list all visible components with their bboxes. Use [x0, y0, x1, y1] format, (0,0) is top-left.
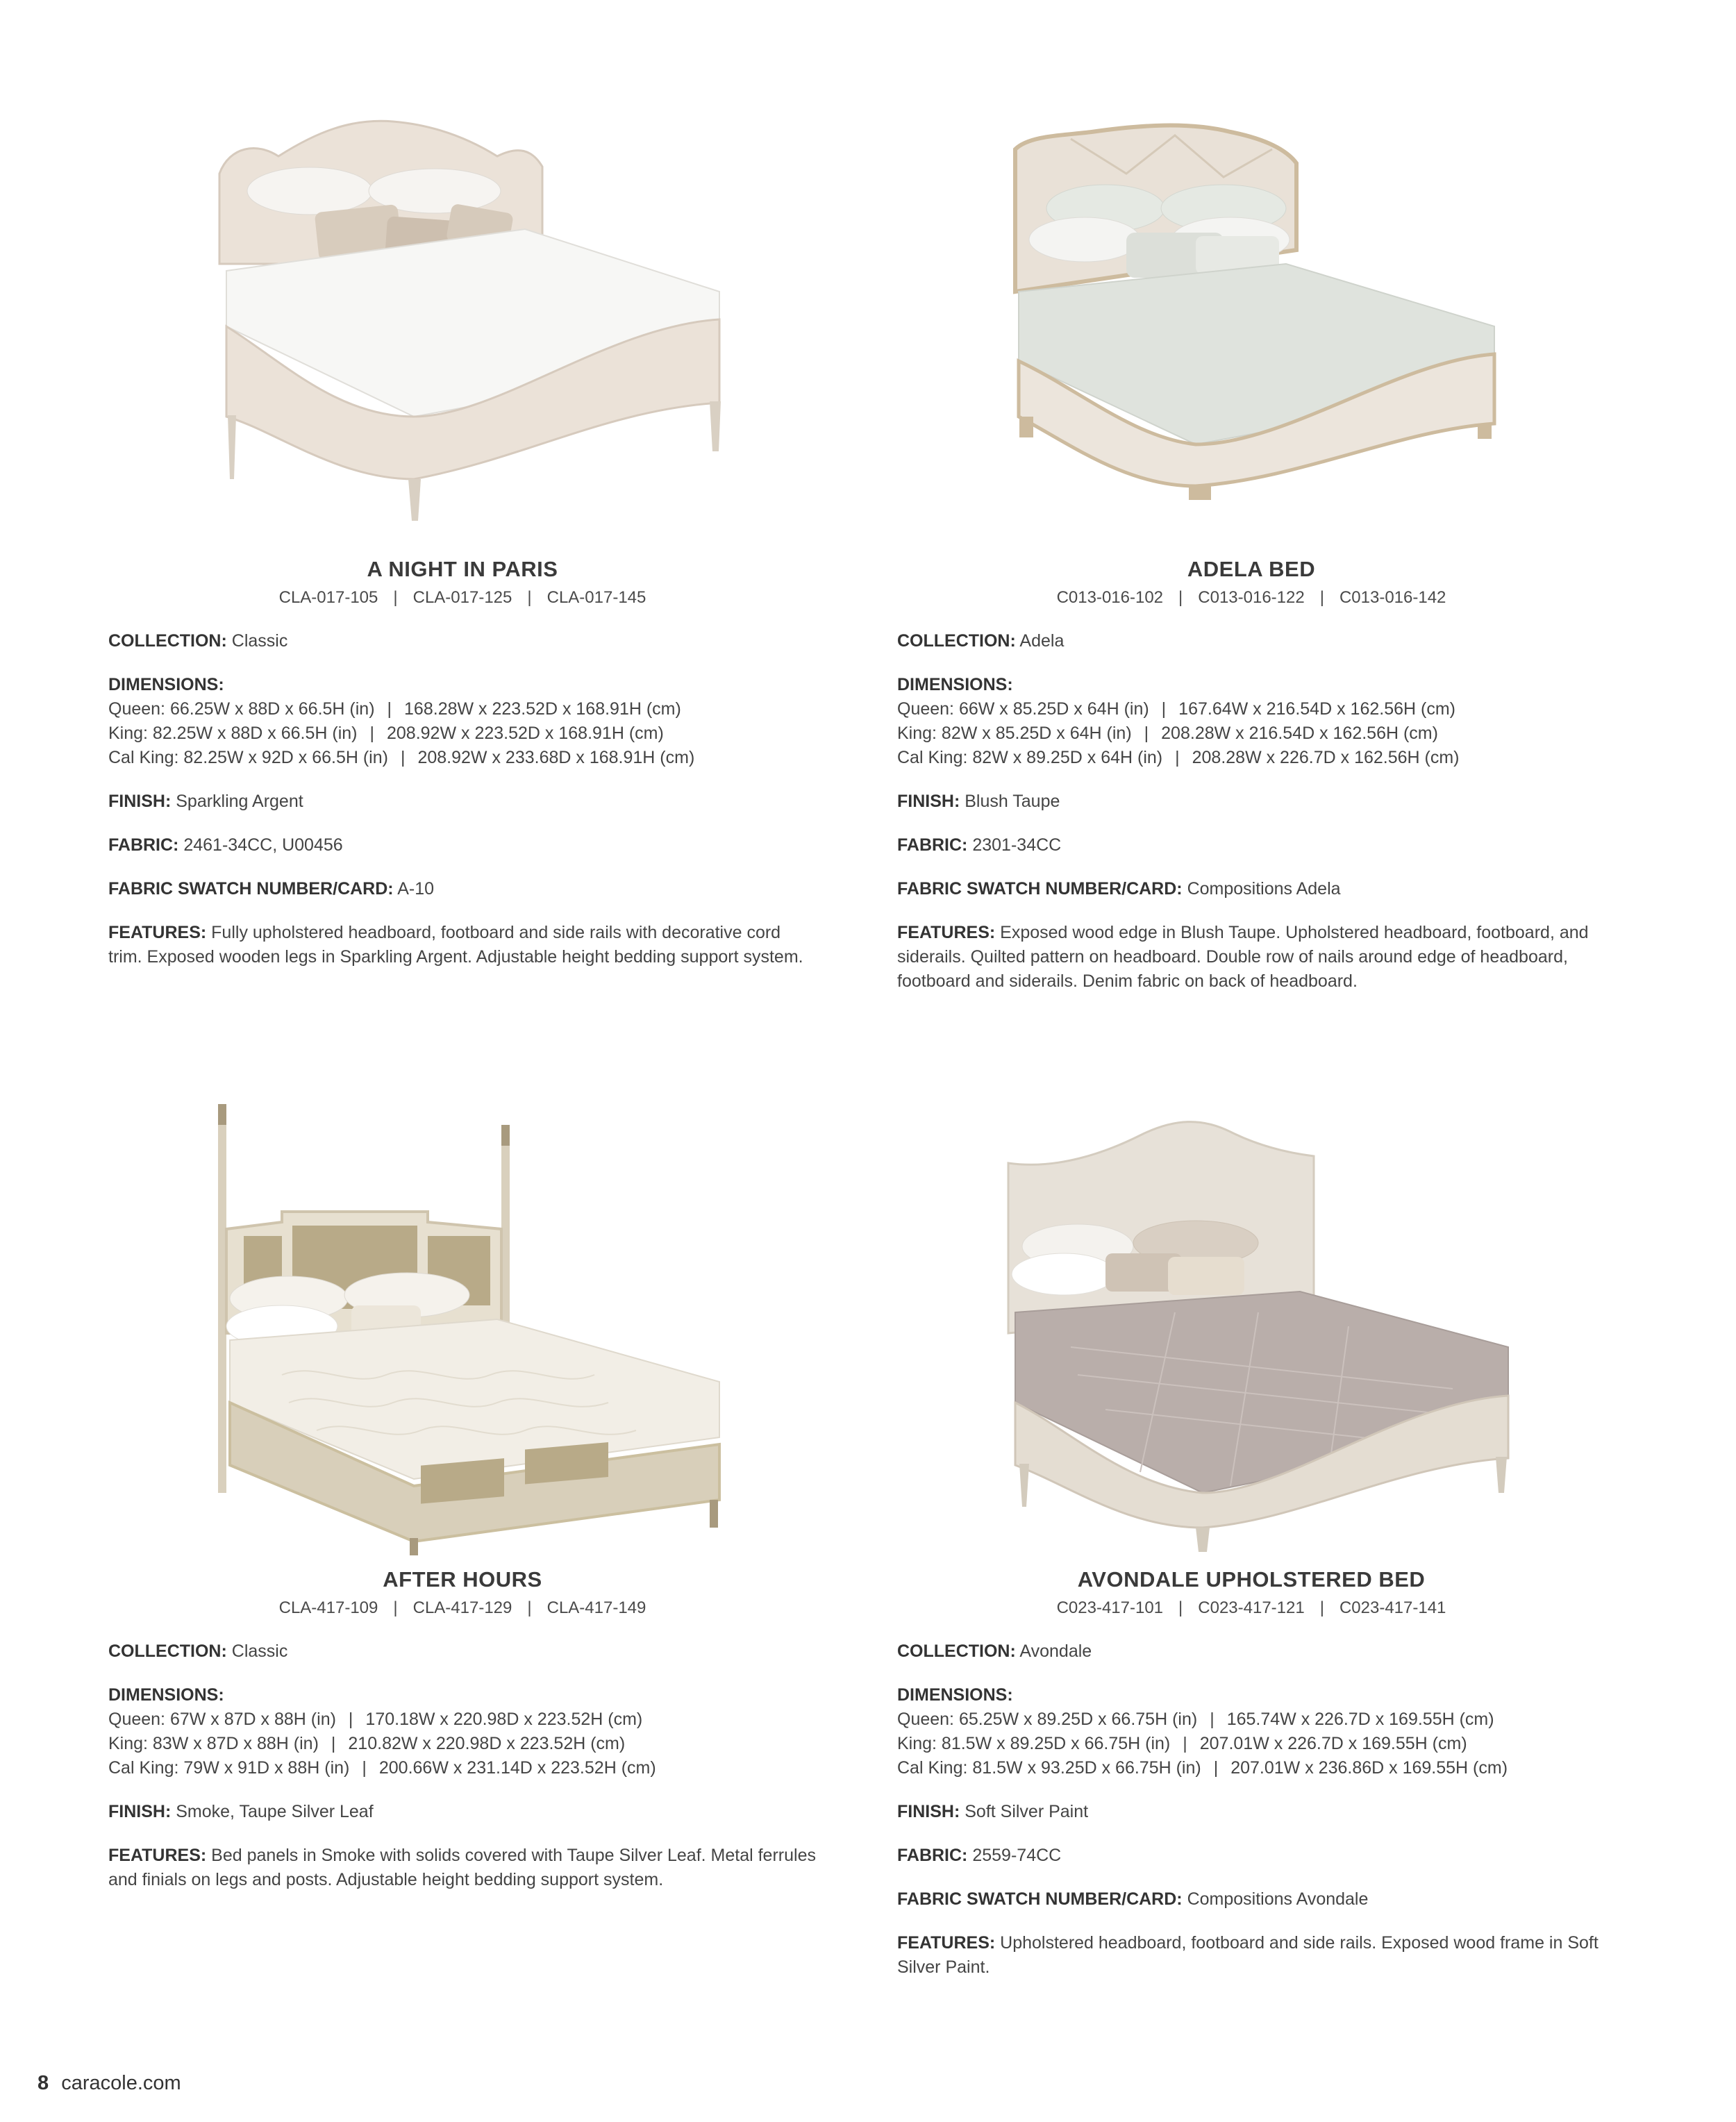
- sku: CLA-017-105: [278, 588, 378, 607]
- dimension-line: King: 82.25W x 88D x 66.5H (in) | 208.92W x 223.52D x 168.91H (cm): [108, 724, 664, 743]
- sku: C023-417-141: [1339, 1598, 1446, 1617]
- features-value: Exposed wood edge in Blush Taupe. Upholstered headboard, footboard, and siderails. Quilted pattern on headboard. Double row of nails around edge of headboard, footboard and siderails. Denim fabric on back of headboard.: [897, 923, 1589, 991]
- finish-row: [897, 1800, 1605, 1824]
- dimension-line: Queen: 66.25W x 88D x 66.5H (in) | 168.28W x 223.52D x 168.91H (cm): [108, 699, 681, 719]
- swatch-row: [897, 1887, 1605, 1912]
- product-image-avondale-upholstered-bed: [897, 1014, 1605, 1555]
- dimensions-row: [108, 1683, 817, 1780]
- product-name: A NIGHT IN PARIS: [367, 557, 558, 581]
- finish-label: FINISH:: [108, 1802, 172, 1821]
- fabric-value: 2301-34CC: [972, 835, 1062, 855]
- bed-illustration: [897, 1014, 1605, 1555]
- product-skus: C013-016-102 | C013-016-122 | C013-016-142: [1056, 588, 1446, 607]
- features-value: Fully upholstered headboard, footboard and side rails with decorative cord trim. Exposed wooden legs in Sparkling Argent. Adjustable height bedding support system.: [108, 923, 803, 967]
- swatch-label: FABRIC SWATCH NUMBER/CARD:: [897, 879, 1183, 899]
- features-label: FEATURES:: [897, 923, 996, 942]
- bed-illustration: [108, 0, 817, 542]
- collection-label: COLLECTION:: [897, 631, 1016, 651]
- collection-row: [108, 1639, 817, 1664]
- product-info: [897, 555, 1605, 994]
- finish-value: Sparkling Argent: [176, 792, 303, 811]
- features-value: Bed panels in Smoke with solids covered with Taupe Silver Leaf. Metal ferrules and finials on legs and posts. Adjustable height bedding support system.: [108, 1846, 816, 1889]
- product-skus: CLA-417-109 | CLA-417-129 | CLA-417-149: [278, 1598, 646, 1617]
- site-url: caracole.com: [61, 2072, 181, 2094]
- dimension-line: Cal King: 81.5W x 93.25D x 66.75H (in) | 207.01W x 236.86D x 169.55H (cm): [897, 1758, 1508, 1778]
- finish-value: Smoke, Taupe Silver Leaf: [176, 1802, 374, 1821]
- product-name: AFTER HOURS: [383, 1567, 542, 1591]
- product-info: [108, 1566, 817, 1892]
- dimension-line: Queen: 66W x 85.25D x 64H (in) | 167.64W x 216.54D x 162.56H (cm): [897, 699, 1455, 719]
- swatch-label: FABRIC SWATCH NUMBER/CARD:: [897, 1889, 1183, 1909]
- product-skus: C023-417-101 | C023-417-121 | C023-417-141: [1056, 1598, 1446, 1617]
- swatch-label: FABRIC SWATCH NUMBER/CARD:: [108, 879, 394, 899]
- sku: CLA-417-129: [412, 1598, 512, 1617]
- collection-row: [897, 1639, 1605, 1664]
- finish-row: [108, 790, 817, 814]
- features-row: [108, 921, 817, 969]
- fabric-value: 2461-34CC, U00456: [183, 835, 343, 855]
- dimensions-label: DIMENSIONS:: [108, 675, 224, 694]
- swatch-value: Compositions Adela: [1187, 879, 1341, 899]
- fabric-row: [897, 1844, 1605, 1868]
- dimension-line: Queen: 67W x 87D x 88H (in) | 170.18W x 220.98D x 223.52H (cm): [108, 1710, 643, 1729]
- features-label: FEATURES:: [108, 923, 207, 942]
- features-row: [897, 921, 1605, 994]
- bed-illustration: [108, 1014, 817, 1555]
- collection-label: COLLECTION:: [897, 1641, 1016, 1661]
- finish-row: [897, 790, 1605, 814]
- dimensions-label: DIMENSIONS:: [897, 1685, 1013, 1705]
- swatch-value: Compositions Avondale: [1187, 1889, 1369, 1909]
- product-info: [897, 1566, 1605, 1980]
- bed-illustration: [897, 0, 1605, 542]
- dimensions-row: [897, 1683, 1605, 1780]
- sku: CLA-417-149: [546, 1598, 646, 1617]
- sku: CLA-017-145: [546, 588, 646, 607]
- features-label: FEATURES:: [897, 1933, 996, 1953]
- collection-row: [897, 629, 1605, 653]
- fabric-label: FABRIC:: [897, 1846, 968, 1865]
- dimension-line: King: 82W x 85.25D x 64H (in) | 208.28W x 216.54D x 162.56H (cm): [897, 724, 1438, 743]
- sku: C013-016-122: [1198, 588, 1305, 607]
- fabric-row: [897, 833, 1605, 858]
- finish-value: Soft Silver Paint: [965, 1802, 1089, 1821]
- product-image-after-hours: [108, 1014, 817, 1555]
- swatch-row: [897, 877, 1605, 901]
- finish-label: FINISH:: [897, 792, 960, 811]
- sku: C023-417-121: [1198, 1598, 1305, 1617]
- product-image-a-night-in-paris: [108, 0, 817, 542]
- collection-value: Classic: [231, 631, 288, 651]
- dimensions-label: DIMENSIONS:: [897, 675, 1013, 694]
- fabric-label: FABRIC:: [897, 835, 968, 855]
- sku: C023-417-101: [1056, 1598, 1164, 1617]
- collection-value: Avondale: [1019, 1641, 1092, 1661]
- dimension-line: Cal King: 82.25W x 92D x 66.5H (in) | 208.92W x 233.68D x 168.91H (cm): [108, 748, 695, 767]
- features-value: Upholstered headboard, footboard and side rails. Exposed wood frame in Soft Silver Paint.: [897, 1933, 1599, 1977]
- product-image-adela-bed: [897, 0, 1605, 542]
- sku: CLA-417-109: [278, 1598, 378, 1617]
- page-footer: [37, 2072, 181, 2095]
- fabric-row: [108, 833, 817, 858]
- page-number: 8: [37, 2072, 49, 2094]
- product-info: [108, 555, 817, 969]
- dimension-line: Cal King: 79W x 91D x 88H (in) | 200.66W x 231.14D x 223.52H (cm): [108, 1758, 656, 1778]
- features-row: [108, 1844, 817, 1892]
- product-name: AVONDALE UPHOLSTERED BED: [1077, 1567, 1426, 1591]
- swatch-value: A-10: [397, 879, 435, 899]
- swatch-row: [108, 877, 817, 901]
- features-row: [897, 1931, 1605, 1980]
- dimension-line: King: 81.5W x 89.25D x 66.75H (in) | 207.01W x 226.7D x 169.55H (cm): [897, 1734, 1467, 1753]
- collection-label: COLLECTION:: [108, 1641, 227, 1661]
- finish-label: FINISH:: [108, 792, 172, 811]
- finish-value: Blush Taupe: [965, 792, 1060, 811]
- fabric-label: FABRIC:: [108, 835, 179, 855]
- finish-label: FINISH:: [897, 1802, 960, 1821]
- finish-row: [108, 1800, 817, 1824]
- collection-label: COLLECTION:: [108, 631, 227, 651]
- dimensions-row: [897, 673, 1605, 770]
- product-skus: CLA-017-105 | CLA-017-125 | CLA-017-145: [278, 588, 646, 607]
- sku: C013-016-102: [1056, 588, 1164, 607]
- collection-value: Classic: [231, 1641, 288, 1661]
- dimension-line: King: 83W x 87D x 88H (in) | 210.82W x 220.98D x 223.52H (cm): [108, 1734, 626, 1753]
- product-name: ADELA BED: [1187, 557, 1316, 581]
- dimensions-row: [108, 673, 817, 770]
- dimension-line: Cal King: 82W x 89.25D x 64H (in) | 208.28W x 226.7D x 162.56H (cm): [897, 748, 1460, 767]
- features-label: FEATURES:: [108, 1846, 207, 1865]
- sku: C013-016-142: [1339, 588, 1446, 607]
- sku: CLA-017-125: [412, 588, 512, 607]
- dimensions-label: DIMENSIONS:: [108, 1685, 224, 1705]
- collection-value: Adela: [1019, 631, 1065, 651]
- collection-row: [108, 629, 817, 653]
- dimension-line: Queen: 65.25W x 89.25D x 66.75H (in) | 165.74W x 226.7D x 169.55H (cm): [897, 1710, 1494, 1729]
- fabric-value: 2559-74CC: [972, 1846, 1062, 1865]
